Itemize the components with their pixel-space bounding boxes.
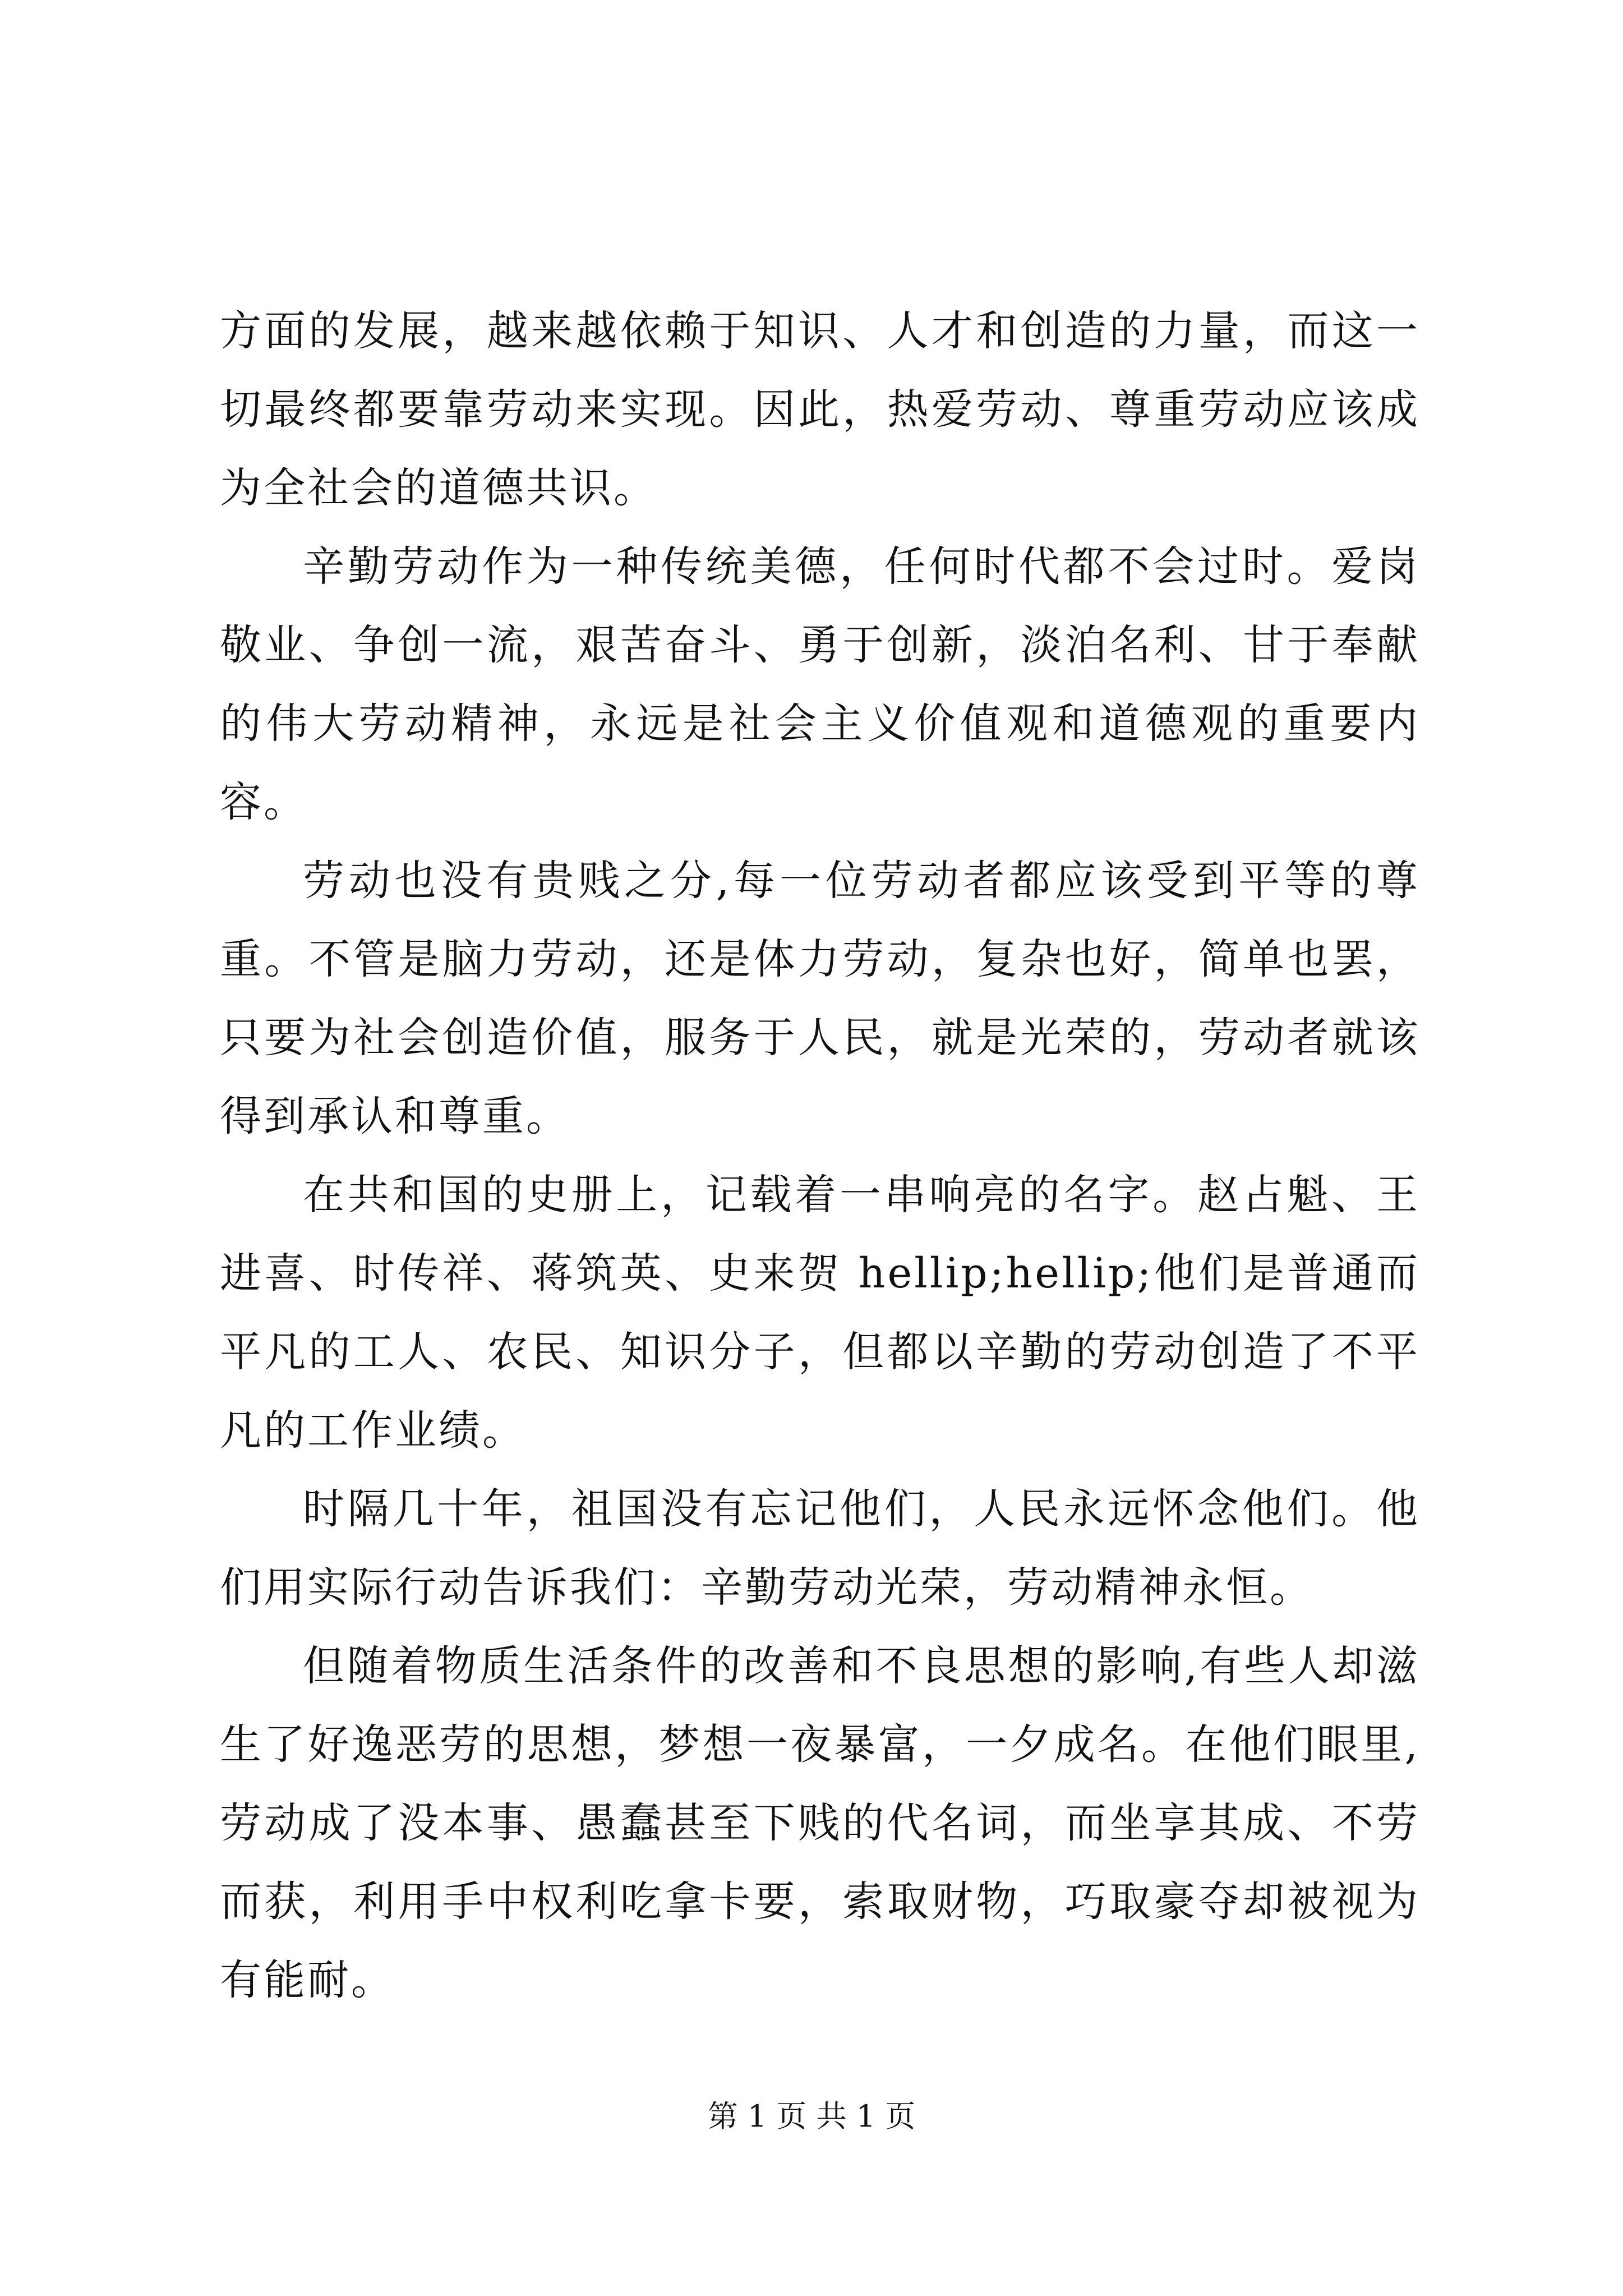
paragraph-remembrance: 时隔几十年，祖国没有忘记他们，人民永远怀念他们。他们用实际行动告诉我们：辛勤劳动光荣，劳动精神永恒。 bbox=[220, 1485, 1420, 1612]
paragraph-equality: 劳动也没有贵贱之分,每一位劳动者都应该受到平等的尊重。不管是脑力劳动，还是体力劳动，复杂也好，简单也罢，只要为社会创造价值，服务于人民，就是光荣的，劳动者就该得到承认和尊重。 bbox=[220, 857, 1420, 1140]
paragraph-continuation: 方面的发展，越来越依赖于知识、人才和创造的力量，而这一切最终都要靠劳动来实现。因此，热爱劳动、尊重劳动应该成为全社会的道德共识。 bbox=[220, 307, 1420, 512]
paragraph-history: 在共和国的史册上，记载着一串响亮的名字。赵占魁、王进喜、时传祥、蒋筑英、史来贺 hellip;hellip;他们是普通而平凡的工人、农民、知识分子，但都以辛勤的劳动创造了不平凡的工作业绩。 bbox=[220, 1171, 1420, 1455]
paragraph-diligence: 辛勤劳动作为一种传统美德，任何时代都不会过时。爱岗敬业、争创一流，艰苦奋斗、勇于创新，淡泊名利、甘于奉献的伟大劳动精神，永远是社会主义价值观和道德观的重要内容。 bbox=[220, 542, 1420, 826]
document-body bbox=[220, 292, 1420, 2019]
page-footer: 第 1 页 共 1 页 bbox=[707, 2099, 916, 2134]
paragraph-criticism: 但随着物质生活条件的改善和不良思想的影响,有些人却滋生了好逸恶劳的思想，梦想一夜暴富，一夕成名。在他们眼里,劳动成了没本事、愚蠢甚至下贱的代名词，而坐享其成、不劳而获，利用手中权利吃拿卡要，索取财物，巧取豪夺却被视为有能耐。 bbox=[220, 1642, 1420, 2004]
